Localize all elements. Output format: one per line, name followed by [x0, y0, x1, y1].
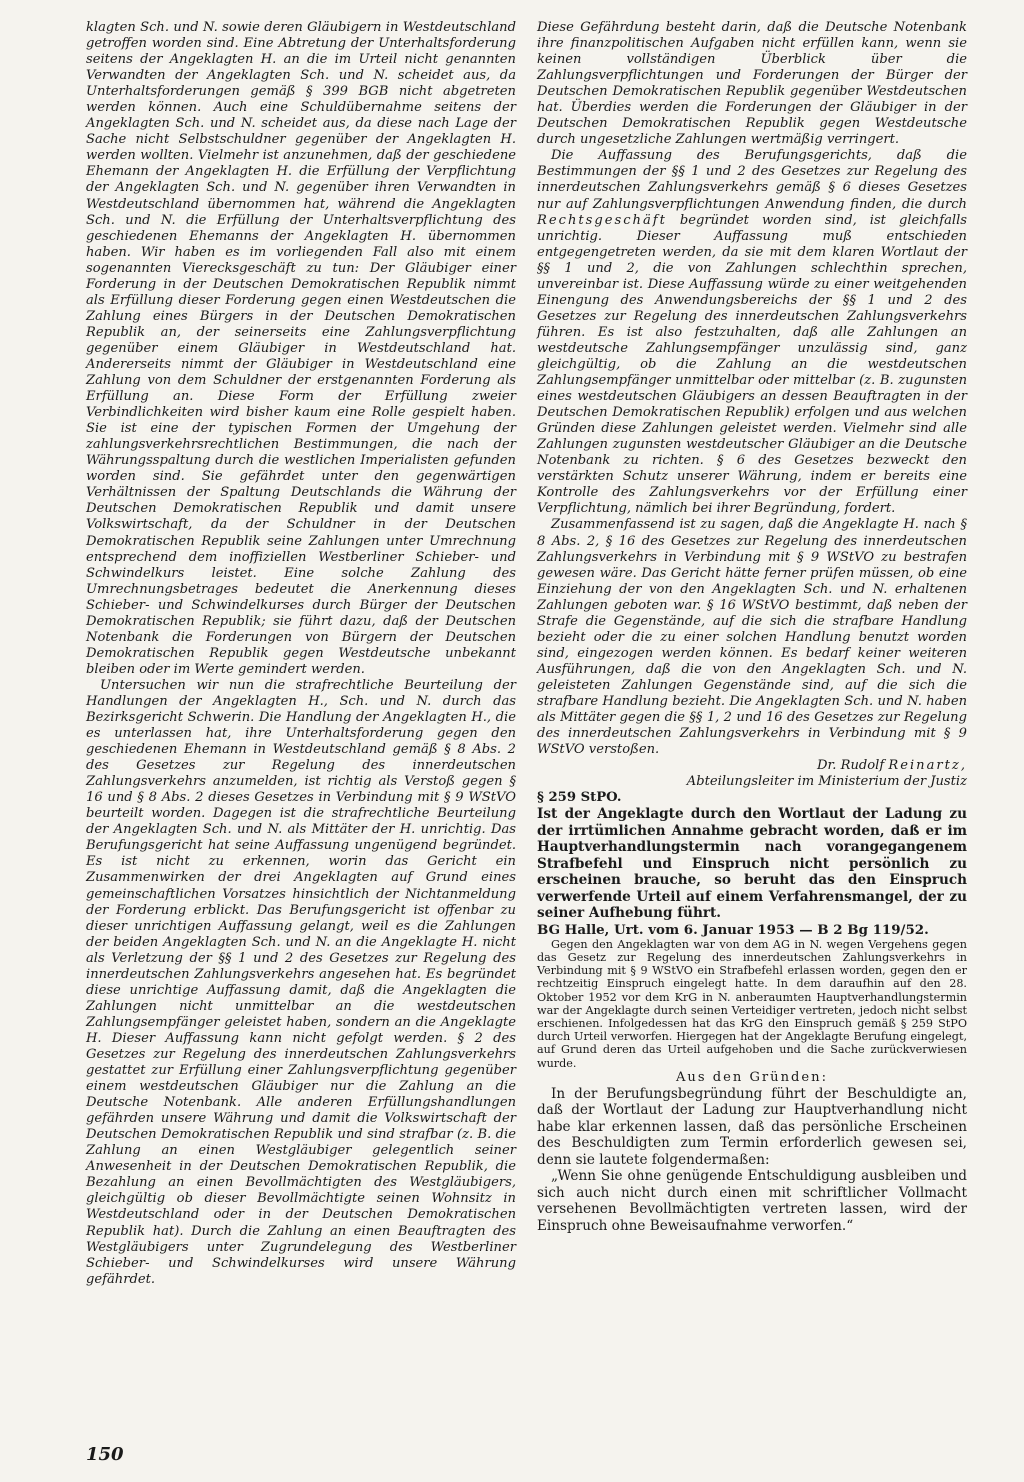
facts-summary: Gegen den Angeklagten war von dem AG in N. wegen Vergehens gegen das Gesetz zur Regelung des innerdeutschen Zahlungsverkehrs in Verbindung mit § 9 WStVO ein Strafbefehl erlassen worden, gegen den er rechtzeitig Einspruch eingelegt hatte. In dem daraufhin auf den 28. Oktober 1952 vor dem KrG in N. anberaumten Hauptverhandlungstermin war der Angeklagte durch seinen Verteidiger vertreten, jedoch nicht selbst erschienen. Infolgedessen hat das KrG den Einspruch gemäß § 259 StPO durch Urteil verworfen. Hiergegen hat der Angeklagte Berufung eingelegt, auf Grund deren das Urteil aufgehoben und die Sache zurückverwiesen wurde. [537, 937, 967, 1070]
paragraph: In der Berufungsbegründung führt der Beschuldigte an, daß der Wortlaut der Ladung zur Hauptverhandlung nicht habe klar erkennen lassen, daß das persönliche Erscheinen des Beschuldigten zum Termin erforderlich gewesen sei, denn sie lautete folgendermaßen: [537, 1085, 967, 1168]
paragraph: Untersuchen wir nun die strafrechtliche Beurteilung der Handlungen der Angeklagten H., Sch. und N. durch das Bezirksgericht Schwerin. Die Handlung der Angeklagten H., die es unterlassen hat, ihre Unterhaltsforderung gegen den geschiedenen Ehemann in Westdeutschland gemäß § 8 Abs. 2 des Gesetzes zur Regelung des innerdeutschen Zahlungsverkehrs anzumelden, ist richtig als Verstoß gegen § 16 und § 8 Abs. 2 dieses Gesetzes in Verbindung mit § 9 WStVO beurteilt worden. Dagegen ist die strafrechtliche Beurteilung der Angeklagten Sch. und N. als Mittäter der H. unrichtig. Das Berufungsgericht hat seine Auffassung ungenügend begründet. Es ist nicht zu erkennen, worin das Gericht ein Zusammenwirken der drei Angeklagten auf Grund eines gemeinschaftlichen Vorsatzes hinsichtlich der Nichtanmeldung der Forderung erblickt. Das Berufungsgericht ist offenbar zu dieser unrichtigen Auffassung gelangt, weil es die Zahlungen der beiden Angeklagten Sch. und N. an die Angeklagte H. nicht als Verletzung der §§ 1 und 2 des Gesetzes zur Regelung des innerdeutschen Zahlungsverkehrs angesehen hat. Es begründet diese unrichtige Auffassung damit, daß die Angeklagten die Zahlungen nicht unmittelbar an die westdeutschen Zahlungsempfänger geleistet haben, sondern an die Angeklagte H. Dieser Auffassung kann nicht gefolgt werden. § 2 des Gesetzes zur Regelung des innerdeutschen Zahlungsverkehrs gestattet zur Erfüllung einer Zahlungsverpflichtung gegenüber einem westdeutschen Gläubiger nur die Zahlung an die Deutsche Notenbank. Alle anderen Erfüllungshandlungen gefährden unsere Währung und damit die Volkswirtschaft der Deutschen Demokratischen Republik und sind strafbar (z. B. die Zahlung an einen Westgläubiger gelegentlich seiner Anwesenheit in der Deutschen Demokratischen Republik, die Bezahlung an einen Bevollmächtigten des Westgläubigers, gleichgültig ob dieser Bevollmächtigte seinen Wohnsitz in Westdeutschland oder in der Deutschen Demokratischen Republik hat). Durch die Zahlung an einen Beauftragten des Westgläubigers unter Zugrundelegung des Westberliner Schieber- und Schwindelkurses wird unsere Währung gefährdet. [86, 677, 516, 1287]
author-signature [537, 758, 967, 774]
right-column [537, 20, 967, 1234]
reasons-body [537, 1086, 967, 1169]
paragraph-text: begründet worden sind, ist gleichfalls unrichtig. Dieser Auffassung muß entschieden entgegengetreten werden, da sie mit dem klaren Wortlaut der §§ 1 und 2, die von Zahlungen schlechthin sprechen, unvereinbar ist. Diese Auffassung würde zu einer weitgehenden Einengung des Anwendungsbereichs der §§ 1 und 2 des Gesetzes zur Regelung des innerdeutschen Zahlungsverkehrs führen. Es ist also festzuhalten, daß alle Zahlungen an westdeutsche Zahlungsempfänger unzulässig sind, ganz gleichgültig, ob die Zahlung an die westdeutschen Zahlungsempfänger unmittelbar oder mittelbar (z. B. zugunsten eines westdeutschen Gläubigers an dessen Beauftragten in der Deutschen Demokratischen Republik) erfolgen und aus welchen Gründen diese Zahlungen geleistet werden. Vielmehr sind alle Zahlungen zugunsten westdeutscher Gläubiger an die Deutsche Notenbank zu richten. § 6 des Gesetzes bezweckt den verstärkten Schutz unserer Währung, indem er bereits eine Kontrolle des Zahlungsverkehrs vor der Erfüllung einer Verpflichtung, nämlich bei ihrer Begründung, fordert. [537, 212, 967, 517]
paragraph-text: Die Auffassung des Berufungsgerichts, daß die Bestimmungen der §§ 1 und 2 des Gesetzes zur Regelung des innerdeutschen Zahlungsverkehrs gemäß § 6 dieses Gesetzes nur auf Zahlungsverpflichtungen Anwendung finden, die durch [537, 148, 967, 212]
paragraph: Zusammenfassend ist zu sagen, daß die Angeklagte H. nach § 8 Abs. 2, § 16 des Gesetzes zur Regelung des innerdeutschen Zahlungsverkehrs in Verbindung mit § 9 WStVO zu bestrafen gewesen wäre. Das Gericht hätte ferner prüfen müssen, ob eine Einziehung der von den Angeklagten Sch. und N. erhaltenen Zahlungen geboten war. § 16 WStVO bestimmt, daß neben der Strafe die Gegenstände, auf die sich die strafbare Handlung bezieht oder die zu einer solchen Handlung benutzt worden sind, eingezogen werden können. Es bedarf keiner weiteren Ausführungen, daß die von den Angeklagten Sch. und N. geleisteten Zahlungen Gegenstände sind, auf die sich die strafbare Handlung bezieht. Die Angeklagten Sch. und N. haben als Mittäter gegen die §§ 1, 2 und 16 des Gesetzes zur Regelung des innerdeutschen Zahlungsverkehrs in Verbindung mit § 9 WStVO verstoßen. [537, 517, 967, 758]
quotation: „Wenn Sie ohne genügende Entschuldigung ausbleiben und sich auch nicht durch einen mit schriftlicher Vollmacht versehenen Bevollmächtigten vertreten lassen, wird der Einspruch ohne Beweisaufnahme verworfen.“ [537, 1168, 967, 1234]
left-column [86, 20, 516, 1288]
paragraph: klagten Sch. und N. sowie deren Gläubigern in Westdeutschland getroffen worden sind. Eine Abtretung der Unterhaltsforderung seitens der Angeklagten H. an die im Urteil nicht genannten Verwandten der Angeklagten Sch. und N. scheidet aus, da Unterhaltsforderungen gemäß § 399 BGB nicht abgetreten werden können. Auch eine Schuldübernahme seitens der Angeklagten Sch. und N. scheidet aus, da diese nach Lage der Sache nicht Selbstschuldner gegenüber der Angeklagten H. werden wollten. Vielmehr ist anzunehmen, daß der geschiedene Ehemann der Angeklagten H. die Erfüllung der Verpflichtung der Angeklagten Sch. und N. gegenüber ihren Verwandten in Westdeutschland übernommen hat, während die Angeklagten Sch. und N. die Erfüllung der Unterhaltsverpflichtung des geschiedenen Ehemanns der Angeklagten H. übernommen haben. Wir haben es im vorliegenden Fall also mit einem sogenannten Vierecksgeschäft zu tun: Der Gläubiger einer Forderung in der Deutschen Demokratischen Republik nimmt als Erfüllung dieser Forderung gegen einen Westdeutschen die Zahlung eines Bürgers in der Deutschen Demokratischen Republik an, der seinerseits eine Zahlungsverpflichtung gegenüber einem Gläubiger in Westdeutschland hat. Andererseits nimmt der Gläubiger in Westdeutschland eine Zahlung von dem Schuldner der erstgenannten Forderung als Erfüllung an. Diese Form der Erfüllung zweier Verbindlichkeiten wird bisher kaum eine Rolle gespielt haben. Sie ist eine der typischen Formen der Umgehung der zahlungsverkehrsrechtlichen Bestimmungen, die nach der Währungsspaltung durch die westlichen Imperialisten gefunden worden sind. Sie gefährdet unter den gegenwärtigen Verhältnissen der Spaltung Deutschlands die Währung der Deutschen Demokratischen Republik und damit unsere Volkswirtschaft, da der Schuldner in der Deutschen Demokratischen Republik seine Zahlungen unter Umrechnung entsprechend dem inoffiziellen Westberliner Schieber- und Schwindelkurs leistet. Eine solche Zahlung des Umrechnungsbetrages bedeutet die Anerkennung dieses Schieber- und Schwindelkurses durch Bürger der Deutschen Demokratischen Republik; sie führt dazu, daß der Deutschen Notenbank die Forderungen von Bürgern der Deutschen Demokratischen Republik gegen Westdeutsche unbekannt bleiben oder im Werte gemindert werden. [86, 20, 516, 677]
emphasis-spaced: Rechtsgeschäft [537, 212, 667, 228]
paragraph [537, 148, 967, 517]
reasons-heading: Aus den Gründen: [675, 1069, 829, 1085]
court-citation: BG Halle, Urt. vom 6. Januar 1953 — B 2 Bg 119/52. [537, 921, 929, 938]
paragraph: Diese Gefährdung besteht darin, daß die Deutsche Notenbank ihre finanzpolitischen Aufgaben nicht erfüllen kann, wenn sie keinen vollständigen Überblick über die Zahlungsverpflichtungen und Forderungen der Bürger der Deutschen Demokratischen Republik gegenüber Westdeutschen hat. Überdies werden die Forderungen der Gläubiger in der Deutschen Demokratischen Republik gegen Westdeutsche durch ungesetzliche Zahlungen wertmäßig verringert. [537, 20, 967, 148]
author-prefix: Dr. Rudolf [816, 758, 885, 774]
headnote: Ist der Angeklagte durch den Wortlaut der Ladung zu der irrtümlichen Annahme gebracht worden, daß er im Hauptverhandlungstermin nach vorangegangenem Strafbefehl und Einspruch nicht persönlich zu erscheinen brauche, so beruht das den Einspruch verwerfende Urteil auf einem Verfahrensmangel, der zu seiner Aufhebung führt. [537, 806, 967, 922]
author-name: Reinartz, [888, 758, 967, 774]
section-reference: § 259 StPO. [537, 790, 622, 806]
author-title: Abteilungsleiter im Ministerium der Justiz [686, 774, 967, 790]
page-number: 150 [86, 1444, 124, 1465]
